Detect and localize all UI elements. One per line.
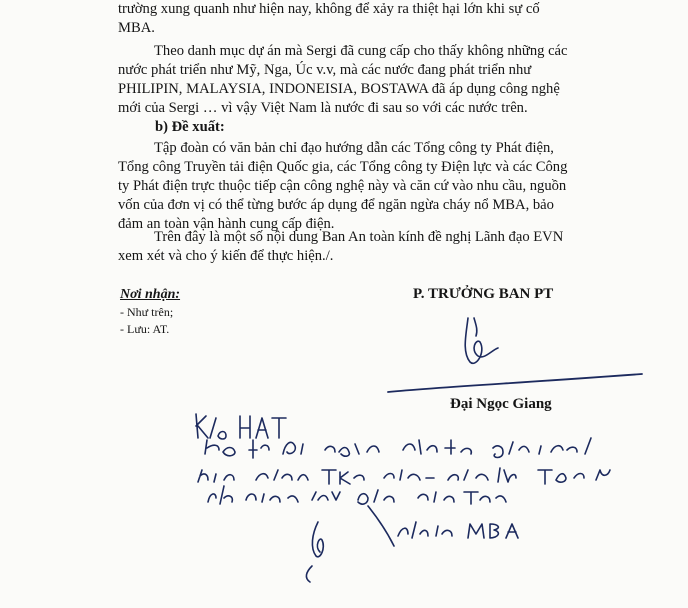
section-heading: b) Đề xuất: xyxy=(155,119,225,135)
text-line: đảm an toàn vận hành cung cấp điện. xyxy=(118,216,335,232)
handwritten-note-line xyxy=(196,414,286,439)
signature-scribble xyxy=(474,318,477,336)
initial-scribble xyxy=(312,522,323,557)
initial-scribble xyxy=(306,566,312,582)
text-line: Tập đoàn có văn bản chỉ đạo hướng dẫn các Tổng công ty Phát điện, xyxy=(154,140,554,156)
text-line: nước phát triển như Mỹ, Nga, Úc v.v, mà các nước đang phát triển như xyxy=(118,62,532,78)
signature-scribble xyxy=(465,318,498,363)
text-line: Trên đây là một số nội dung Ban An toàn kính đề nghị Lãnh đạo EVN xyxy=(154,229,564,245)
arrow-stroke xyxy=(368,506,394,546)
signature-underline xyxy=(388,374,642,392)
handwritten-note-line xyxy=(205,438,591,458)
text-line: PHILIPIN, MALAYSIA, INDONEISIA, BOSTAWA đã áp dụng công nghệ xyxy=(118,81,560,97)
text-line: vốn của đơn vị có thể từng bước áp dụng để ngăn ngừa cháy nổ MBA, bảo xyxy=(118,197,554,213)
handwritten-note-line xyxy=(198,468,610,484)
handwritten-annotation xyxy=(398,522,518,538)
text-line: xem xét và cho ý kiến để thực hiện./. xyxy=(118,248,334,264)
text-line: MBA. xyxy=(118,20,155,36)
text-line: ty Phát điện trực thuộc tiếp cận công nghệ này và căn cứ vào nhu cầu, nguồn xyxy=(118,178,567,194)
signature-title: P. TRƯỞNG BAN PT xyxy=(413,286,554,302)
text-line: Tổng công Truyền tải điện Quốc gia, các Tổng công ty Điện lực và các Công xyxy=(118,159,568,175)
recipients-title: Nơi nhận: xyxy=(120,287,181,302)
text-line: Theo danh mục dự án mà Sergi đã cung cấp cho thấy không những các xyxy=(154,43,568,59)
recipient-item: - Như trên; xyxy=(120,305,174,319)
text-line: trường xung quanh như hiện nay, không để xảy ra thiệt hại lớn khi sự cố xyxy=(118,1,540,17)
handwritten-note-line xyxy=(208,486,506,504)
text-line: mới của Sergi … vì vậy Việt Nam là nước đi sau so với các nước trên. xyxy=(118,100,528,116)
recipient-item: - Lưu: AT. xyxy=(120,322,170,336)
signer-name: Đại Ngọc Giang xyxy=(450,396,552,412)
